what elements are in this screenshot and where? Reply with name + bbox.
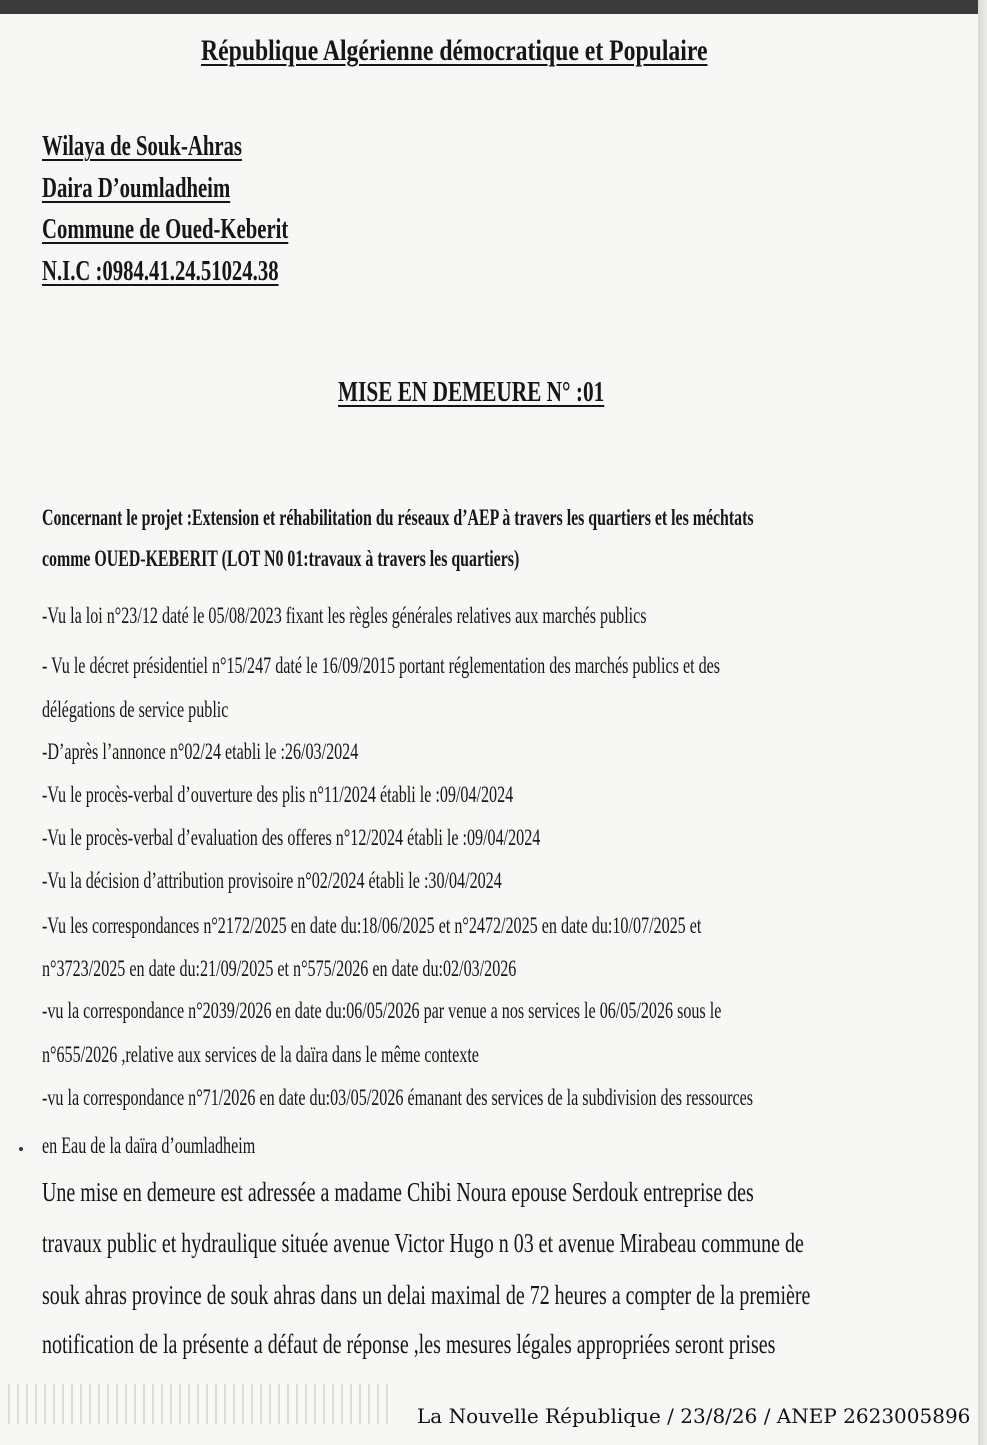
notice-line: notification de la présente a défaut de réponse ,les mesures légales appropriées seront prises bbox=[42, 1329, 776, 1359]
daira-line: Daira D’oumladheim bbox=[42, 173, 231, 204]
consideration-line: -D’après l’annonce n°02/24 etabli le :26/03/2024 bbox=[42, 739, 359, 764]
consideration-line: -Vu la loi n°23/12 daté le 05/08/2023 fixant les règles générales relatives aux marchés publics bbox=[42, 603, 647, 628]
consideration-line: en Eau de la daïra d’oumladheim bbox=[42, 1133, 256, 1158]
notice-line: souk ahras province de souk ahras dans un delai maximal de 72 heures a compter de la première bbox=[42, 1280, 811, 1310]
consideration-line: - Vu le décret présidentiel n°15/247 daté le 16/09/2015 portant réglementation des marchés publics et des bbox=[42, 653, 721, 678]
republic-heading: République Algérienne démocratique et Populaire bbox=[201, 34, 708, 67]
consideration-line: -Vu le procès-verbal d’ouverture des plis n°11/2024 établi le :09/04/2024 bbox=[42, 782, 514, 807]
commune-line: Commune de Oued-Keberit bbox=[42, 214, 289, 245]
publication-footer: La Nouvelle République / 23/8/26 / ANEP 2623005896 bbox=[417, 1404, 971, 1428]
scan-top-border bbox=[0, 0, 978, 14]
consideration-line: -Vu le procès-verbal d’evaluation des offeres n°12/2024 établi le :09/04/2024 bbox=[42, 825, 541, 850]
consideration-line: -Vu les correspondances n°2172/2025 en date du:18/06/2025 et n°2472/2025 en date du:10/07/2025 et bbox=[42, 913, 702, 938]
nic-line: N.I.C :0984.41.24.51024.38 bbox=[42, 256, 279, 287]
consideration-line: -Vu la décision d’attribution provisoire n°02/2024 établi le :30/04/2024 bbox=[42, 868, 502, 893]
consideration-line: -vu la correspondance n°2039/2026 en date du:06/05/2026 par venue a nos services le 06/05/2026 sous le bbox=[42, 998, 722, 1023]
subject-line-2: comme OUED-KEBERIT (LOT N0 01:travaux à travers les quartiers) bbox=[42, 546, 520, 571]
wilaya-line: Wilaya de Souk-Ahras bbox=[42, 131, 242, 162]
consideration-line: n°655/2026 ,relative aux services de la daïra dans le même contexte bbox=[42, 1042, 479, 1067]
document-title: MISE EN DEMEURE N° :01 bbox=[338, 377, 605, 408]
consideration-line: -vu la correspondance n°71/2026 en date du:03/05/2026 émanant des services de la subdivision des ressources bbox=[42, 1085, 754, 1110]
consideration-line: délégations de service public bbox=[42, 697, 229, 722]
notice-line: travaux public et hydraulique située avenue Victor Hugo n 03 et avenue Mirabeau commune de bbox=[42, 1228, 804, 1258]
consideration-line: n°3723/2025 en date du:21/09/2025 et n°575/2026 en date du:02/03/2026 bbox=[42, 956, 517, 981]
notice-line: Une mise en demeure est adressée a madame Chibi Noura epouse Serdouk entreprise des bbox=[42, 1177, 754, 1207]
scan-speck bbox=[19, 1147, 23, 1151]
subject-line-1: Concernant le projet :Extension et réhabilitation du réseaux d’AEP à travers les quartiers et les méchtats bbox=[42, 505, 754, 530]
bleed-through-noise bbox=[8, 1384, 388, 1424]
